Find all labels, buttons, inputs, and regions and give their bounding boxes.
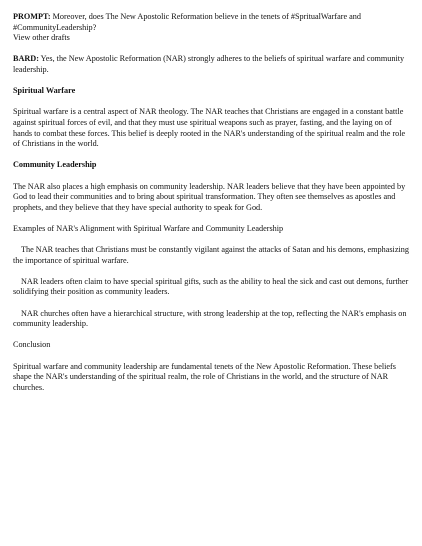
spiritual-warfare-heading: Spiritual Warfare	[13, 86, 76, 96]
prompt-text: Moreover, does The New Apostolic Reformation believe in the tenets of #SpritualWarfare and #CommunityLeadership?	[13, 12, 361, 32]
community-leadership-heading: Community Leadership	[13, 160, 97, 170]
bard-text: Yes, the New Apostolic Reformation (NAR) strongly adheres to the beliefs of spiritual warfare and community leadership.	[13, 54, 405, 74]
prompt-paragraph	[13, 12, 410, 33]
example-item: NAR leaders often claim to have special spiritual gifts, such as the ability to heal the sick and cast out demons, further solidifying their position as community leaders.	[13, 276, 409, 297]
spiritual-warfare-body: Spiritual warfare is a central aspect of NAR theology. The NAR teaches that Christians are engaged in a constant battle against spiritual forces of evil, and that they must use spiritual weapons such as prayer, fasting, and the laying on of hands to combat these forces. This belief is deeply rooted in the NAR's understanding of the spiritual realm and the role of Christians in the world.	[13, 107, 406, 149]
view-other-drafts-link[interactable]: View other drafts	[13, 33, 70, 43]
community-leadership-body: The NAR also places a high emphasis on community leadership. NAR leaders believe that they have been appointed by God to lead their communities and to bring about spiritual transformation. They often see themselves as apostles and prophets, and they believe that they have special authority to speak for God.	[13, 181, 406, 212]
example-item: NAR churches often have a hierarchical structure, with strong leadership at the top, reflecting the NAR's emphasis on community leadership.	[13, 308, 407, 329]
examples-heading: Examples of NAR's Alignment with Spiritual Warfare and Community Leadership	[13, 223, 284, 233]
bard-label: BARD:	[13, 54, 39, 64]
example-item: The NAR teaches that Christians must be constantly vigilant against the attacks of Satan and his demons, emphasizing the importance of spiritual warfare.	[13, 245, 409, 265]
prompt-label: PROMPT:	[13, 12, 51, 21]
conclusion-heading: Conclusion	[13, 340, 51, 350]
bard-paragraph	[13, 54, 410, 75]
conclusion-body: Spiritual warfare and community leadership are fundamental tenets of the New Apostolic Reformation. These beliefs shape the NAR's understanding of the spiritual realm, the role of Christians in the world, and the structure of NAR churches.	[13, 361, 396, 392]
